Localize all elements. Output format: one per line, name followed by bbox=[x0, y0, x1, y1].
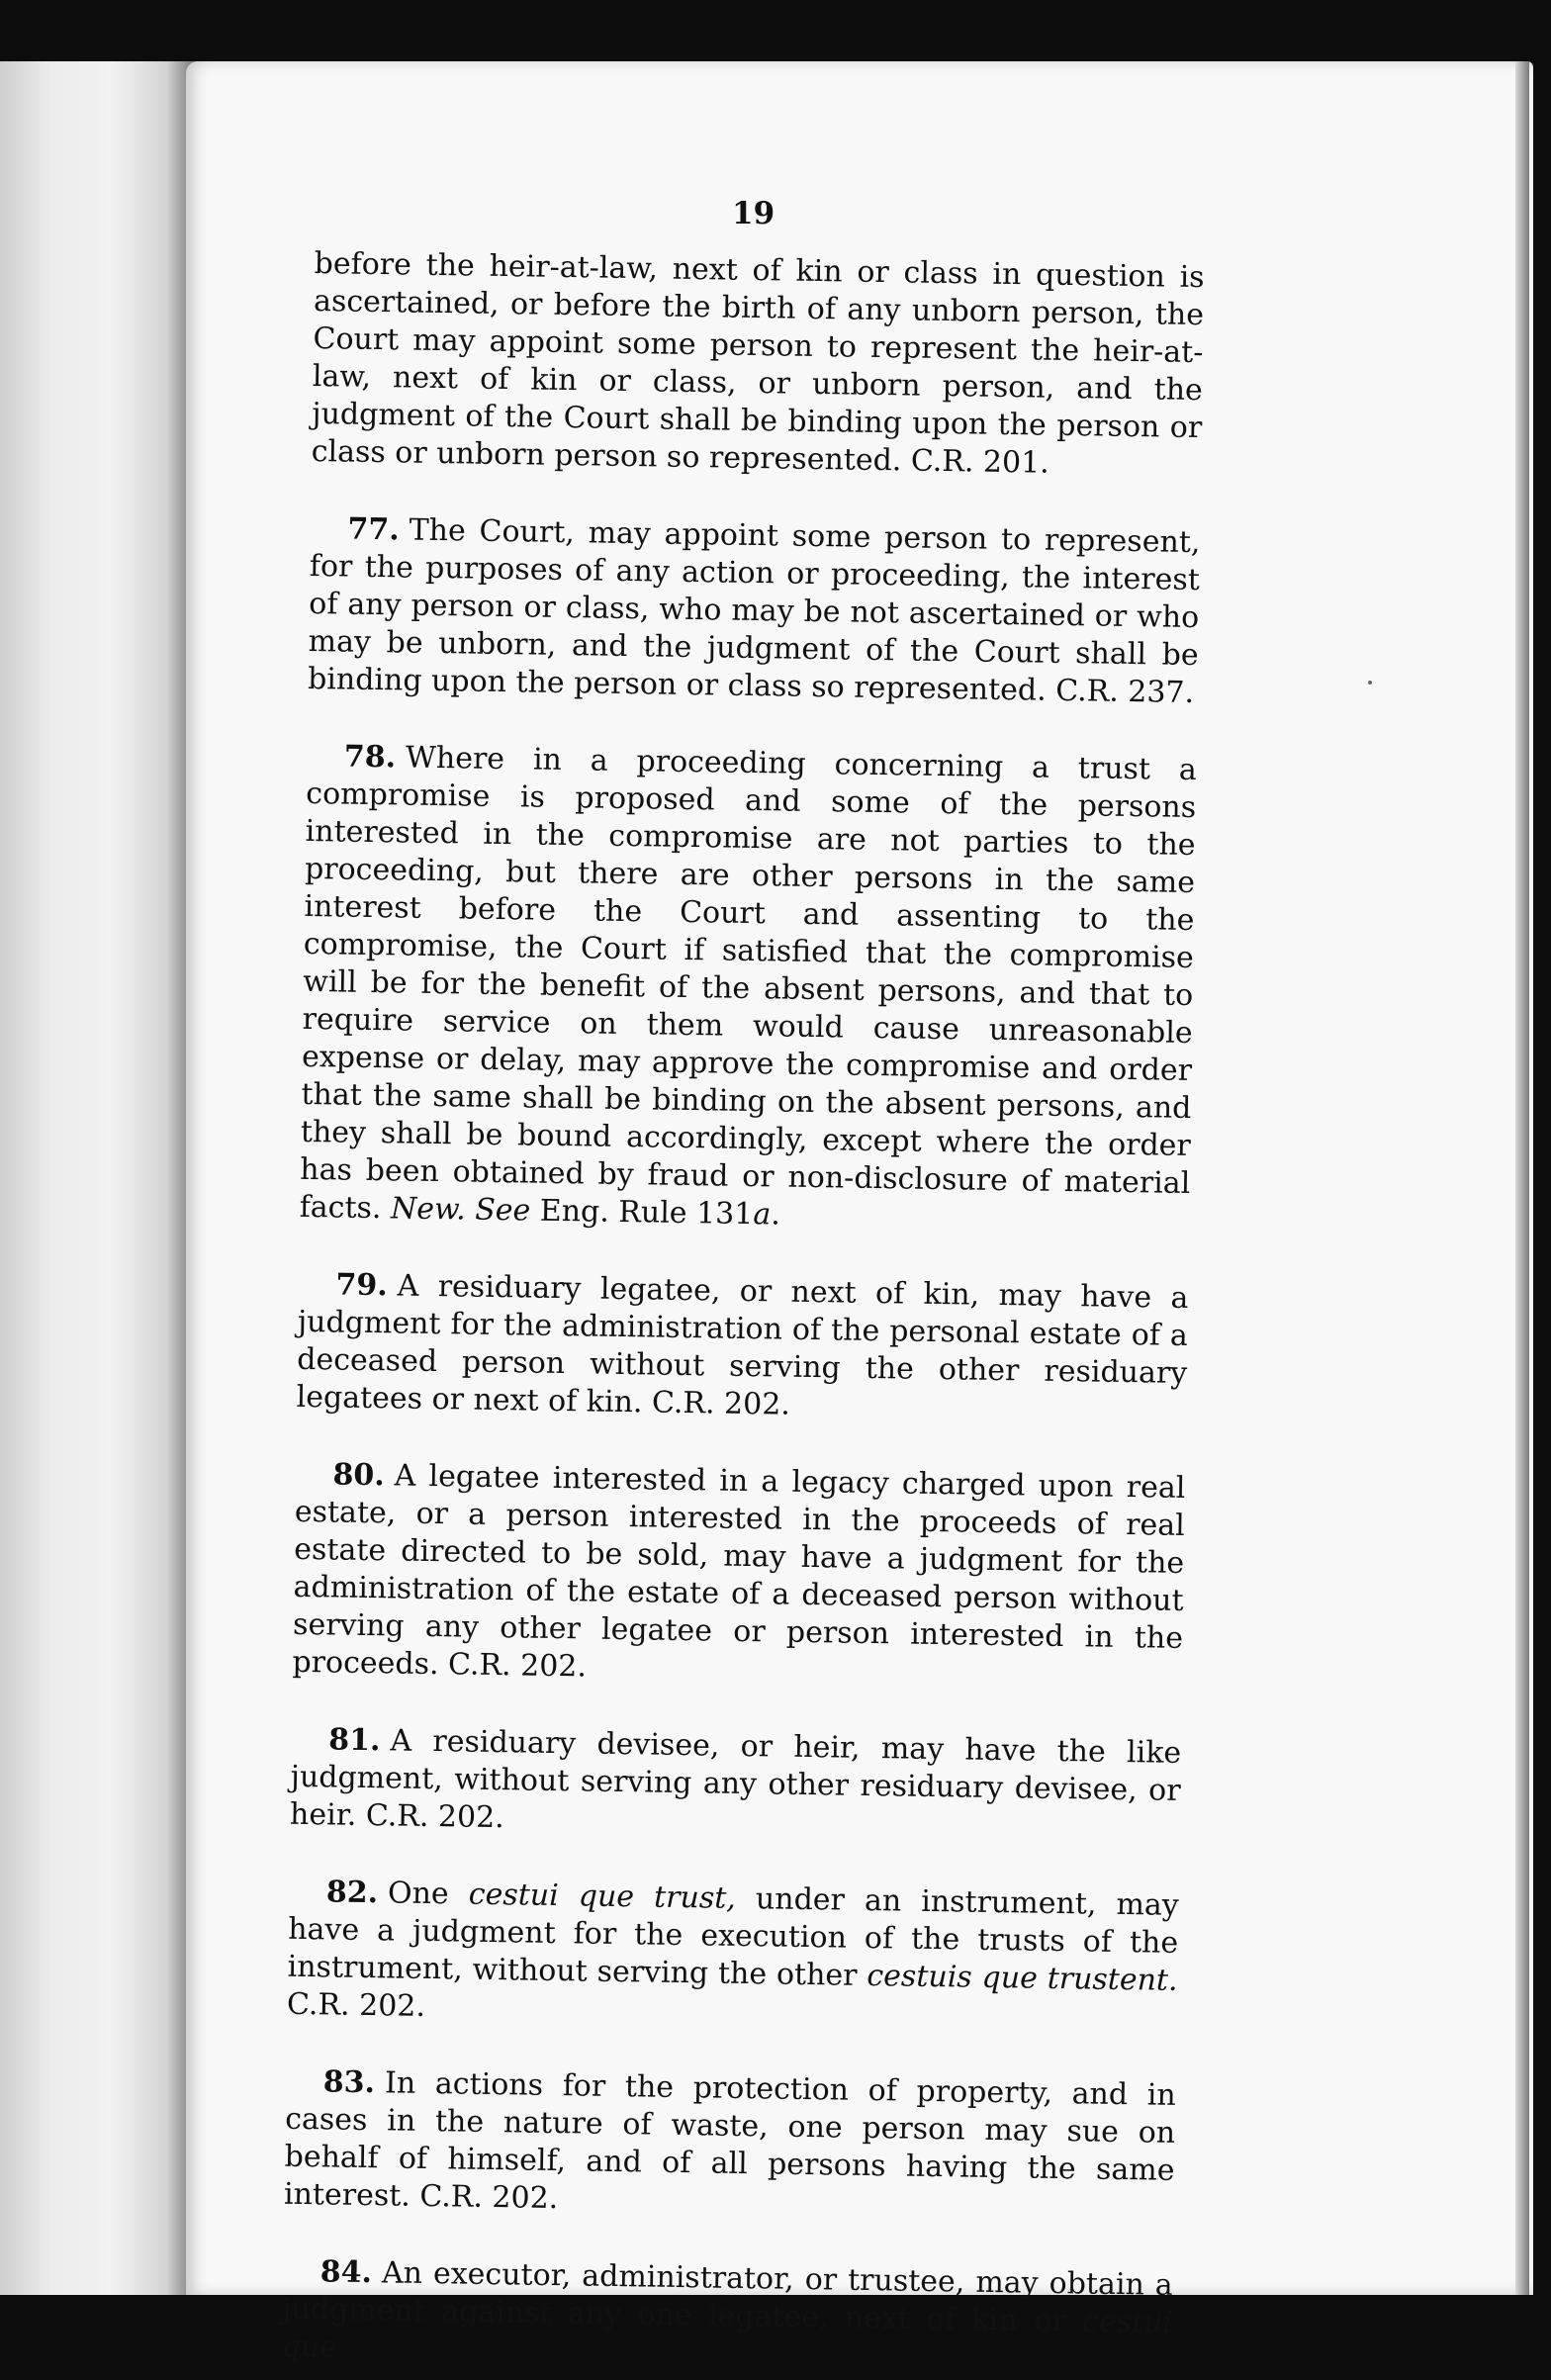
reference: C.R. 202. bbox=[286, 1986, 426, 2024]
rule-number: 80. bbox=[332, 1457, 385, 1494]
rule-number: 81. bbox=[327, 1722, 381, 1759]
paragraph-text: One bbox=[387, 1876, 449, 1912]
rule-80 bbox=[292, 1456, 1185, 1695]
paragraph-text: In actions for the protection of property, and in cases in the nature of waste, one person may sue on behalf of himself, and of all persons having the same interest. C.R. 202. bbox=[283, 2065, 1177, 2217]
italic-term: cestui que trust, bbox=[468, 1877, 737, 1916]
paragraph-text: before the heir-at-law, next of kin or class in question is ascertained, or before the birth of any unborn person, the Court may appoint some person to represent the heir-at-law, next of kin or class, or unborn person, and the judgment of the Court shall be binding upon the person or class or unborn person so represented. C.R. 201. bbox=[311, 245, 1205, 481]
page-edge bbox=[1515, 61, 1529, 2295]
paragraph-text: A residuary legatee, or next of kin, may have a judgment for the administration of the personal estate of a deceased person without serving the other residuary legatees or next of kin. C.R. 202. bbox=[296, 1268, 1189, 1422]
rule-82 bbox=[287, 1874, 1179, 2038]
rule-81 bbox=[290, 1721, 1182, 1848]
rule-79 bbox=[296, 1266, 1188, 1430]
rules-text bbox=[281, 245, 1205, 2380]
paragraph-text: A residuary devisee, or heir, may have the like judgment, without serving any other residuary devisee, or heir. C.R. 202. bbox=[289, 1723, 1182, 1836]
paragraph-continuation bbox=[311, 245, 1204, 485]
rule-number: 77. bbox=[347, 511, 400, 548]
rule-84 bbox=[281, 2253, 1173, 2380]
paragraph-text: Where in a proceeding concerning a trust a compromise is proposed and some of the persons interested in the compromise are not parties to the proceeding, but there are other persons in the same interest before the Court and assenting to the compromise, the Court if satisfied that the compromise will be for the benefit of the absent persons, and that to require service on them would cause unreasonable expense or delay, may approve the compromise and order that the same shall be binding on the absent persons, and they shall be bound accordingly, except where the order has been obtained by fraud or non-disclosure of material facts. bbox=[299, 740, 1198, 1227]
rule-number: 84. bbox=[319, 2254, 373, 2291]
rule-number: 83. bbox=[322, 2064, 376, 2101]
reference: Eng. Rule 131 bbox=[539, 1193, 754, 1233]
book-spine bbox=[0, 61, 203, 2295]
paragraph-text: An executor, administrator, or trustee, may obtain a judgment against any one legatee, next of kin or bbox=[281, 2255, 1173, 2339]
paragraph-text: A legatee interested in a legacy charged upon real estate, or a person interested in the proceeds of real estate directed to be sold, may have a judgment for the administration of the estate of a deceased person without serving any other legatee or person interested in the proceeds. C.R. 202. bbox=[292, 1458, 1186, 1685]
rule-78 bbox=[299, 738, 1197, 1240]
paragraph-text: The Court, may appoint some person to represent, for the purposes of any action or proceeding, the interest of any person or class, who may be not ascertained or who may be unborn, and the judgment of the Court shall be binding upon the person or class so represented. C.R. 237. bbox=[307, 512, 1201, 711]
rule-number: 79. bbox=[335, 1267, 388, 1304]
reference-suffix: a bbox=[753, 1197, 772, 1233]
rule-number: 82. bbox=[325, 1875, 379, 1911]
italic-reference: New. See bbox=[390, 1191, 531, 1229]
rule-77 bbox=[308, 510, 1201, 712]
italic-term: cestuis que trustent. bbox=[867, 1958, 1178, 1998]
rule-83 bbox=[284, 2063, 1176, 2228]
page-number: 19 bbox=[732, 196, 776, 231]
paragraph-text: under an instrument, may have a judgment for the execution of the trusts of the instrument, without serving the other bbox=[287, 1881, 1180, 1993]
italic-term: cestui que bbox=[281, 2304, 1173, 2365]
reference-end: . bbox=[770, 1197, 781, 1233]
rule-number: 78. bbox=[343, 739, 397, 776]
speck bbox=[1368, 681, 1372, 685]
